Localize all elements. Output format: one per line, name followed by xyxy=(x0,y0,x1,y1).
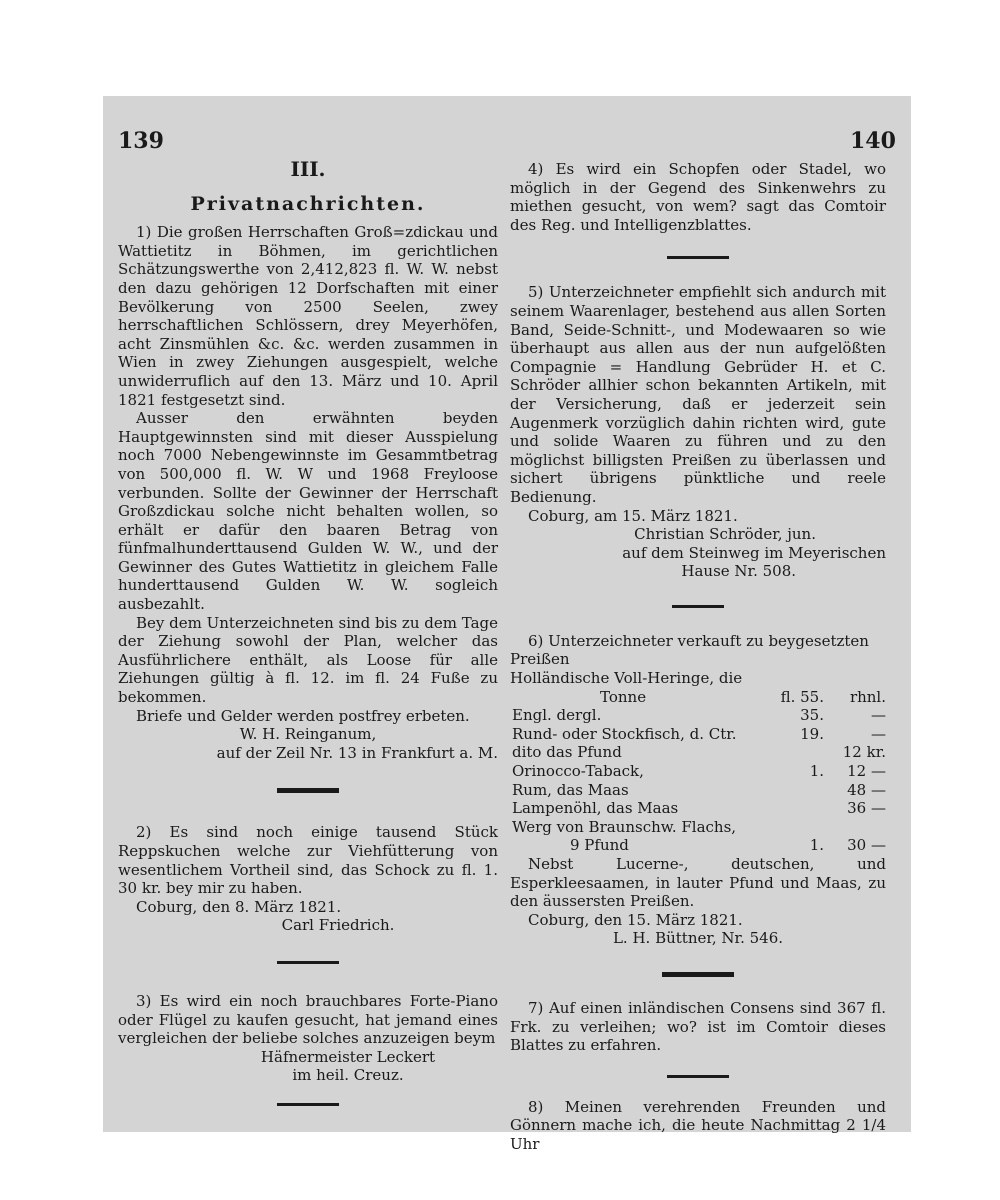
section-numeral: III. xyxy=(290,157,326,181)
ad-2 xyxy=(118,823,498,935)
separator-rule xyxy=(277,1103,339,1106)
separator-rule xyxy=(672,605,724,608)
price-value xyxy=(775,799,824,818)
ad-3-signature: Häfnermeister Leckert xyxy=(260,1047,436,1066)
price-item: Tonne xyxy=(600,687,647,706)
section-title: Privatnachrichten. xyxy=(190,192,426,215)
price-unit xyxy=(824,818,886,837)
price-item: Engl. dergl. xyxy=(512,706,602,725)
ad-4 xyxy=(510,160,886,234)
price-item: dito das Pfund xyxy=(512,743,622,762)
price-row xyxy=(510,706,886,725)
price-row xyxy=(510,669,886,688)
price-list xyxy=(510,669,886,855)
price-value xyxy=(775,743,824,762)
price-value: 19. xyxy=(800,724,824,743)
ad-5-text: 5) Unterzeichneter empfiehlt sich andurch mit seinem Waarenlager, bestehend aus allen Sorten Band, Seide-Schnitt-, und Modewaaren so wie überhaupt aus allen aus der nun aufgelößten Compagnie = Handlung Gebrüder H. et C. Schröder allhier schon bekannten Artikeln, mit der Versicherung, daß er jederzeit sein Augenmerk vorzüglich dahin richten wird, gute und solide Waaren zu führen und zu den möglichst billigsten Preißen zu überlassen und sichert übrigens pünktliche und reele Bedienung. xyxy=(510,283,886,506)
price-row xyxy=(510,725,886,744)
ad-5-address: auf dem Steinweg im Meyerischen xyxy=(622,543,886,562)
ad-2-date: Coburg, den 8. März 1821. xyxy=(136,897,342,916)
price-unit: 30 — xyxy=(847,836,886,855)
ad-1-text-2: Ausser den erwähnten beyden Hauptgewinnsten sind mit dieser Ausspielung noch 7000 Nebengewinnste im Gesammtbetrag von 500,000 fl. W. W und 1968 Freyloose verbunden. Sollte der Gewinner der Herrschaft Großzdickau solche nicht behalten wollen, so erhält er dafür den baaren Betrag von fünfmalhunderttausend Gulden W. W., und der Gewinner des Gutes Wattietitz in gleichem Falle hunderttausend Gulden W. W. sogleich ausbezahlt. xyxy=(118,409,498,614)
price-value: 1. xyxy=(809,836,824,855)
ad-3-text: 3) Es wird ein noch brauchbares Forte-Piano oder Flügel zu kaufen gesucht, hat jemand eines vergleichen der beliebe solches anzuzeigen beym xyxy=(118,991,498,1048)
separator-rule xyxy=(667,1075,729,1078)
ad-6-intro: 6) Unterzeichneter verkauft zu beygesetzten Preißen xyxy=(510,631,869,669)
price-unit: rhnl. xyxy=(849,687,886,706)
ad-7-text: 7) Auf einen inländischen Consens sind 367 fl. Frk. zu verleihen; wo? ist im Comtoir dieses Blattes zu erfahren. xyxy=(510,998,886,1055)
price-unit xyxy=(824,669,886,688)
price-item: Rund- oder Stockfisch, d. Ctr. xyxy=(512,724,737,743)
price-row xyxy=(510,688,886,707)
ad-3-address: im heil. Creuz. xyxy=(292,1066,404,1085)
page-number-right: 140 xyxy=(850,128,896,154)
price-item: Rum, das Maas xyxy=(512,780,629,799)
price-value xyxy=(775,818,824,837)
ad-1-text: 1) Die großen Herrschaften Groß=zdickau und Wattietitz in Böhmen, im gerichtlichen Schätzungswerthe von 2,412,823 fl. W. W. nebst den dazu gehörigen 12 Dorfschaften mit einer Bevölkerung von 2500 Seelen, zwey herrschaftlichen Schlössern, drey Meyerhöfen, acht Zinsmühlen &c. &c. werden zusammen in Wien in zwey Ziehungen ausgespielt, welche unwiderruflich auf den 13. März und 10. April 1821 festgesetzt sind. xyxy=(118,223,498,409)
price-value: 35. xyxy=(800,706,824,725)
right-column xyxy=(510,160,886,1154)
price-row xyxy=(510,818,886,837)
price-unit: 48 — xyxy=(847,780,886,799)
left-column xyxy=(118,157,498,1120)
ad-1-text-4: Briefe und Gelder werden postfrey erbeten. xyxy=(136,706,470,725)
ad-5-signature: Christian Schröder, jun. xyxy=(634,525,816,544)
ad-6-date: Coburg, den 15. März 1821. xyxy=(528,910,743,929)
price-item: 9 Pfund xyxy=(570,836,629,855)
ad-6-signature: L. H. Büttner, Nr. 546. xyxy=(612,929,784,948)
separator-rule xyxy=(277,961,339,964)
price-value: fl. 55. xyxy=(780,687,824,706)
ad-5-address-2: Hause Nr. 508. xyxy=(681,562,796,581)
ad-1-signature: W. H. Reinganum, xyxy=(239,725,377,744)
ad-3 xyxy=(118,992,498,1085)
ad-1-text-3: Bey dem Unterzeichneten sind bis zu dem Tage der Ziehung sowohl der Plan, welcher das Ausführlichere enthält, als Loose für alle Ziehungen gültig à fl. 12. im fl. 24 Fuße zu bekommen. xyxy=(118,613,498,707)
price-unit: — xyxy=(871,706,886,725)
ad-4-text: 4) Es wird ein Schopfen oder Stadel, wo möglich in der Gegend des Sinkenwehrs zu miethen gesucht, von wem? sagt das Comtoir des Reg. und Intelligenzblattes. xyxy=(510,160,886,234)
ad-7 xyxy=(510,999,886,1055)
price-row xyxy=(510,743,886,762)
price-unit: — xyxy=(871,724,886,743)
price-item: Orinocco-Taback, xyxy=(512,762,644,781)
ad-2-text: 2) Es sind noch einige tausend Stück Reppskuchen welche zur Viehfütterung von wesentlichem Vortheil sind, das Schock zu fl. 1. 30 kr. bey mir zu haben. xyxy=(118,823,498,898)
separator-rule xyxy=(277,788,339,793)
ad-2-signature: Carl Friedrich. xyxy=(281,916,395,935)
page-number-left: 139 xyxy=(118,128,164,154)
price-value: 1. xyxy=(809,762,824,781)
ad-6 xyxy=(510,632,886,948)
separator-rule xyxy=(667,256,729,259)
ad-8 xyxy=(510,1098,886,1154)
price-row xyxy=(510,762,886,781)
price-unit: 12 kr. xyxy=(842,743,886,762)
price-row xyxy=(510,799,886,818)
ad-6-text: Nebst Lucerne-, deutschen, und Esperkleesaamen, in lauter Pfund und Maas, zu den äussersten Preißen. xyxy=(510,855,886,911)
price-row xyxy=(510,836,886,855)
price-item: Werg von Braunschw. Flachs, xyxy=(512,817,737,836)
price-unit: 12 — xyxy=(847,762,886,781)
ad-1 xyxy=(118,223,498,762)
price-value xyxy=(775,781,824,800)
ad-5 xyxy=(510,283,886,581)
ad-1-address: auf der Zeil Nr. 13 in Frankfurt a. M. xyxy=(216,743,498,762)
price-value xyxy=(775,669,824,688)
price-row xyxy=(510,781,886,800)
price-item: Lampenöhl, das Maas xyxy=(512,799,679,818)
separator-rule xyxy=(662,972,734,977)
ad-5-date: Coburg, am 15. März 1821. xyxy=(528,506,738,525)
price-item: Holländische Voll-Heringe, die xyxy=(510,669,743,688)
price-unit: 36 — xyxy=(847,799,886,818)
ad-8-text: 8) Meinen verehrenden Freunden und Gönnern mache ich, die heute Nachmittag 2 1/4 Uhr xyxy=(510,1097,886,1153)
